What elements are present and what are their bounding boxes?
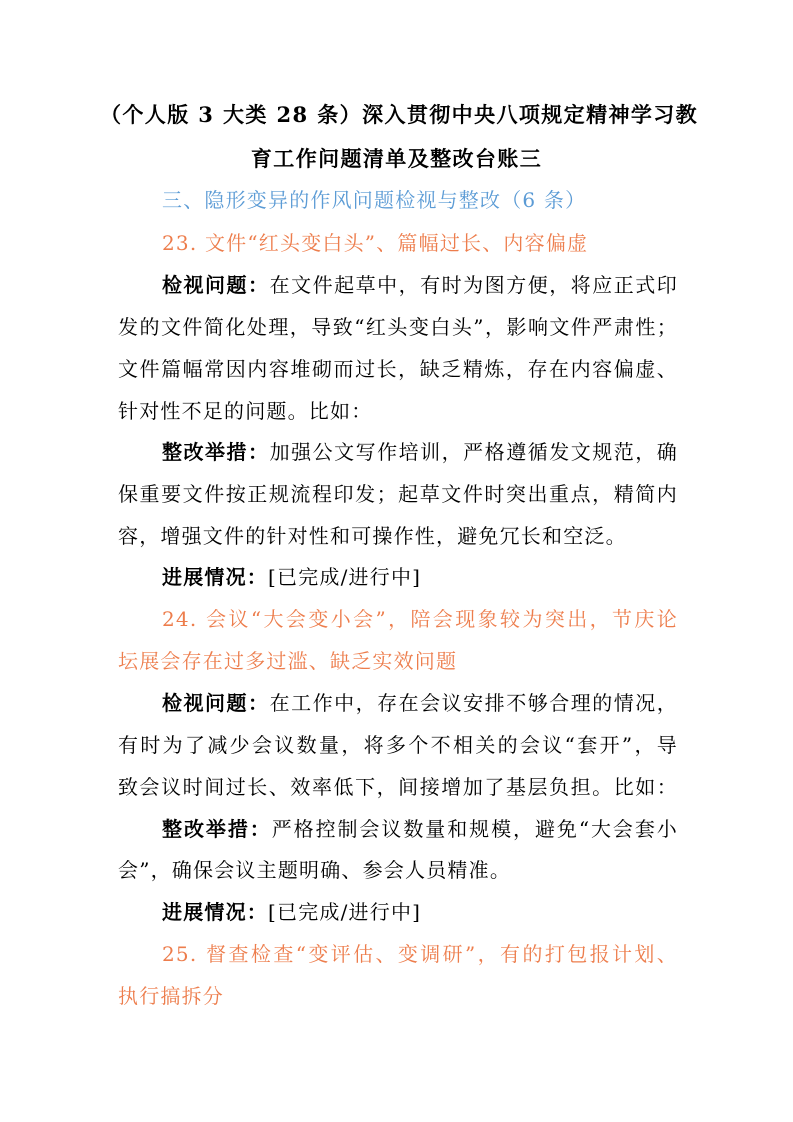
item-23-heading: 23. 文件“红头变白头”、篇幅过长、内容偏虚 xyxy=(162,231,589,255)
item-23-review-line-3: 文件篇幅常因内容堆砌而过长，缺乏精炼，存在内容偏虚、 xyxy=(118,357,678,381)
fix-label: 整改举措： xyxy=(162,817,272,841)
item-23-review-line-1 xyxy=(162,271,678,299)
item-25-heading-line-1: 25. 督查检查“变评估、变调研”，有的打包报计划、 xyxy=(162,942,678,966)
item-23-progress xyxy=(162,563,722,591)
fix-label: 整改举措： xyxy=(162,440,270,464)
item-23-review-line-2: 发的文件简化处理，导致“红头变白头”，影响文件严肃性； xyxy=(118,315,678,339)
item-24-heading-line-2: 坛展会存在过多过滥、缺乏实效问题 xyxy=(118,649,458,673)
item-25-heading-line-2: 执行搞拆分 xyxy=(118,984,224,1008)
section-heading: 三、隐形变异的作风问题检视与整改（6 条） xyxy=(162,188,587,212)
item-24-fix-line-1 xyxy=(162,815,678,843)
item-24-progress xyxy=(162,898,722,926)
fix-text: 加强公文写作培训，严格遵循发文规范，确 xyxy=(269,440,678,464)
review-label: 检视问题： xyxy=(162,273,270,297)
progress-label: 进展情况： xyxy=(162,900,268,924)
item-24-review-line-2: 有时为了减少会议数量，将多个不相关的会议“套开”，导 xyxy=(118,733,678,757)
item-23-fix-line-2: 保重要文件按正规流程印发；起草文件时突出重点，精简内 xyxy=(118,482,678,506)
item-23-review-line-4: 针对性不足的问题。比如： xyxy=(118,399,373,423)
review-label: 检视问题： xyxy=(162,691,270,715)
fix-text: 严格控制会议数量和规模，避免“大会套小 xyxy=(271,817,679,841)
progress-label: 进展情况： xyxy=(162,565,268,589)
progress-value: [已完成/进行中] xyxy=(268,565,422,589)
item-23-fix-line-3: 容，增强文件的针对性和可操作性，避免冗长和空泛。 xyxy=(118,524,627,548)
document-title-line-2: 育工作问题清单及整改台账三 xyxy=(250,146,543,171)
progress-value: [已完成/进行中] xyxy=(268,900,422,924)
item-24-review-line-1 xyxy=(162,689,678,717)
document-title-line-1: （个人版 3 大类 28 条）深入贯彻中央八项规定精神学习教 xyxy=(100,102,699,127)
item-24-fix-line-2: 会”，确保会议主题明确、参会人员精准。 xyxy=(118,858,512,882)
item-24-review-line-3: 致会议时间过长、效率低下，间接增加了基层负担。比如： xyxy=(118,775,678,799)
item-24-heading-line-1: 24. 会议“大会变小会”，陪会现象较为突出，节庆论 xyxy=(162,607,678,631)
review-text: 在文件起草中，有时为图方便，将应正式印 xyxy=(269,273,678,297)
item-23-fix-line-1 xyxy=(162,438,678,466)
review-text: 在工作中，存在会议安排不够合理的情况， xyxy=(269,691,678,715)
